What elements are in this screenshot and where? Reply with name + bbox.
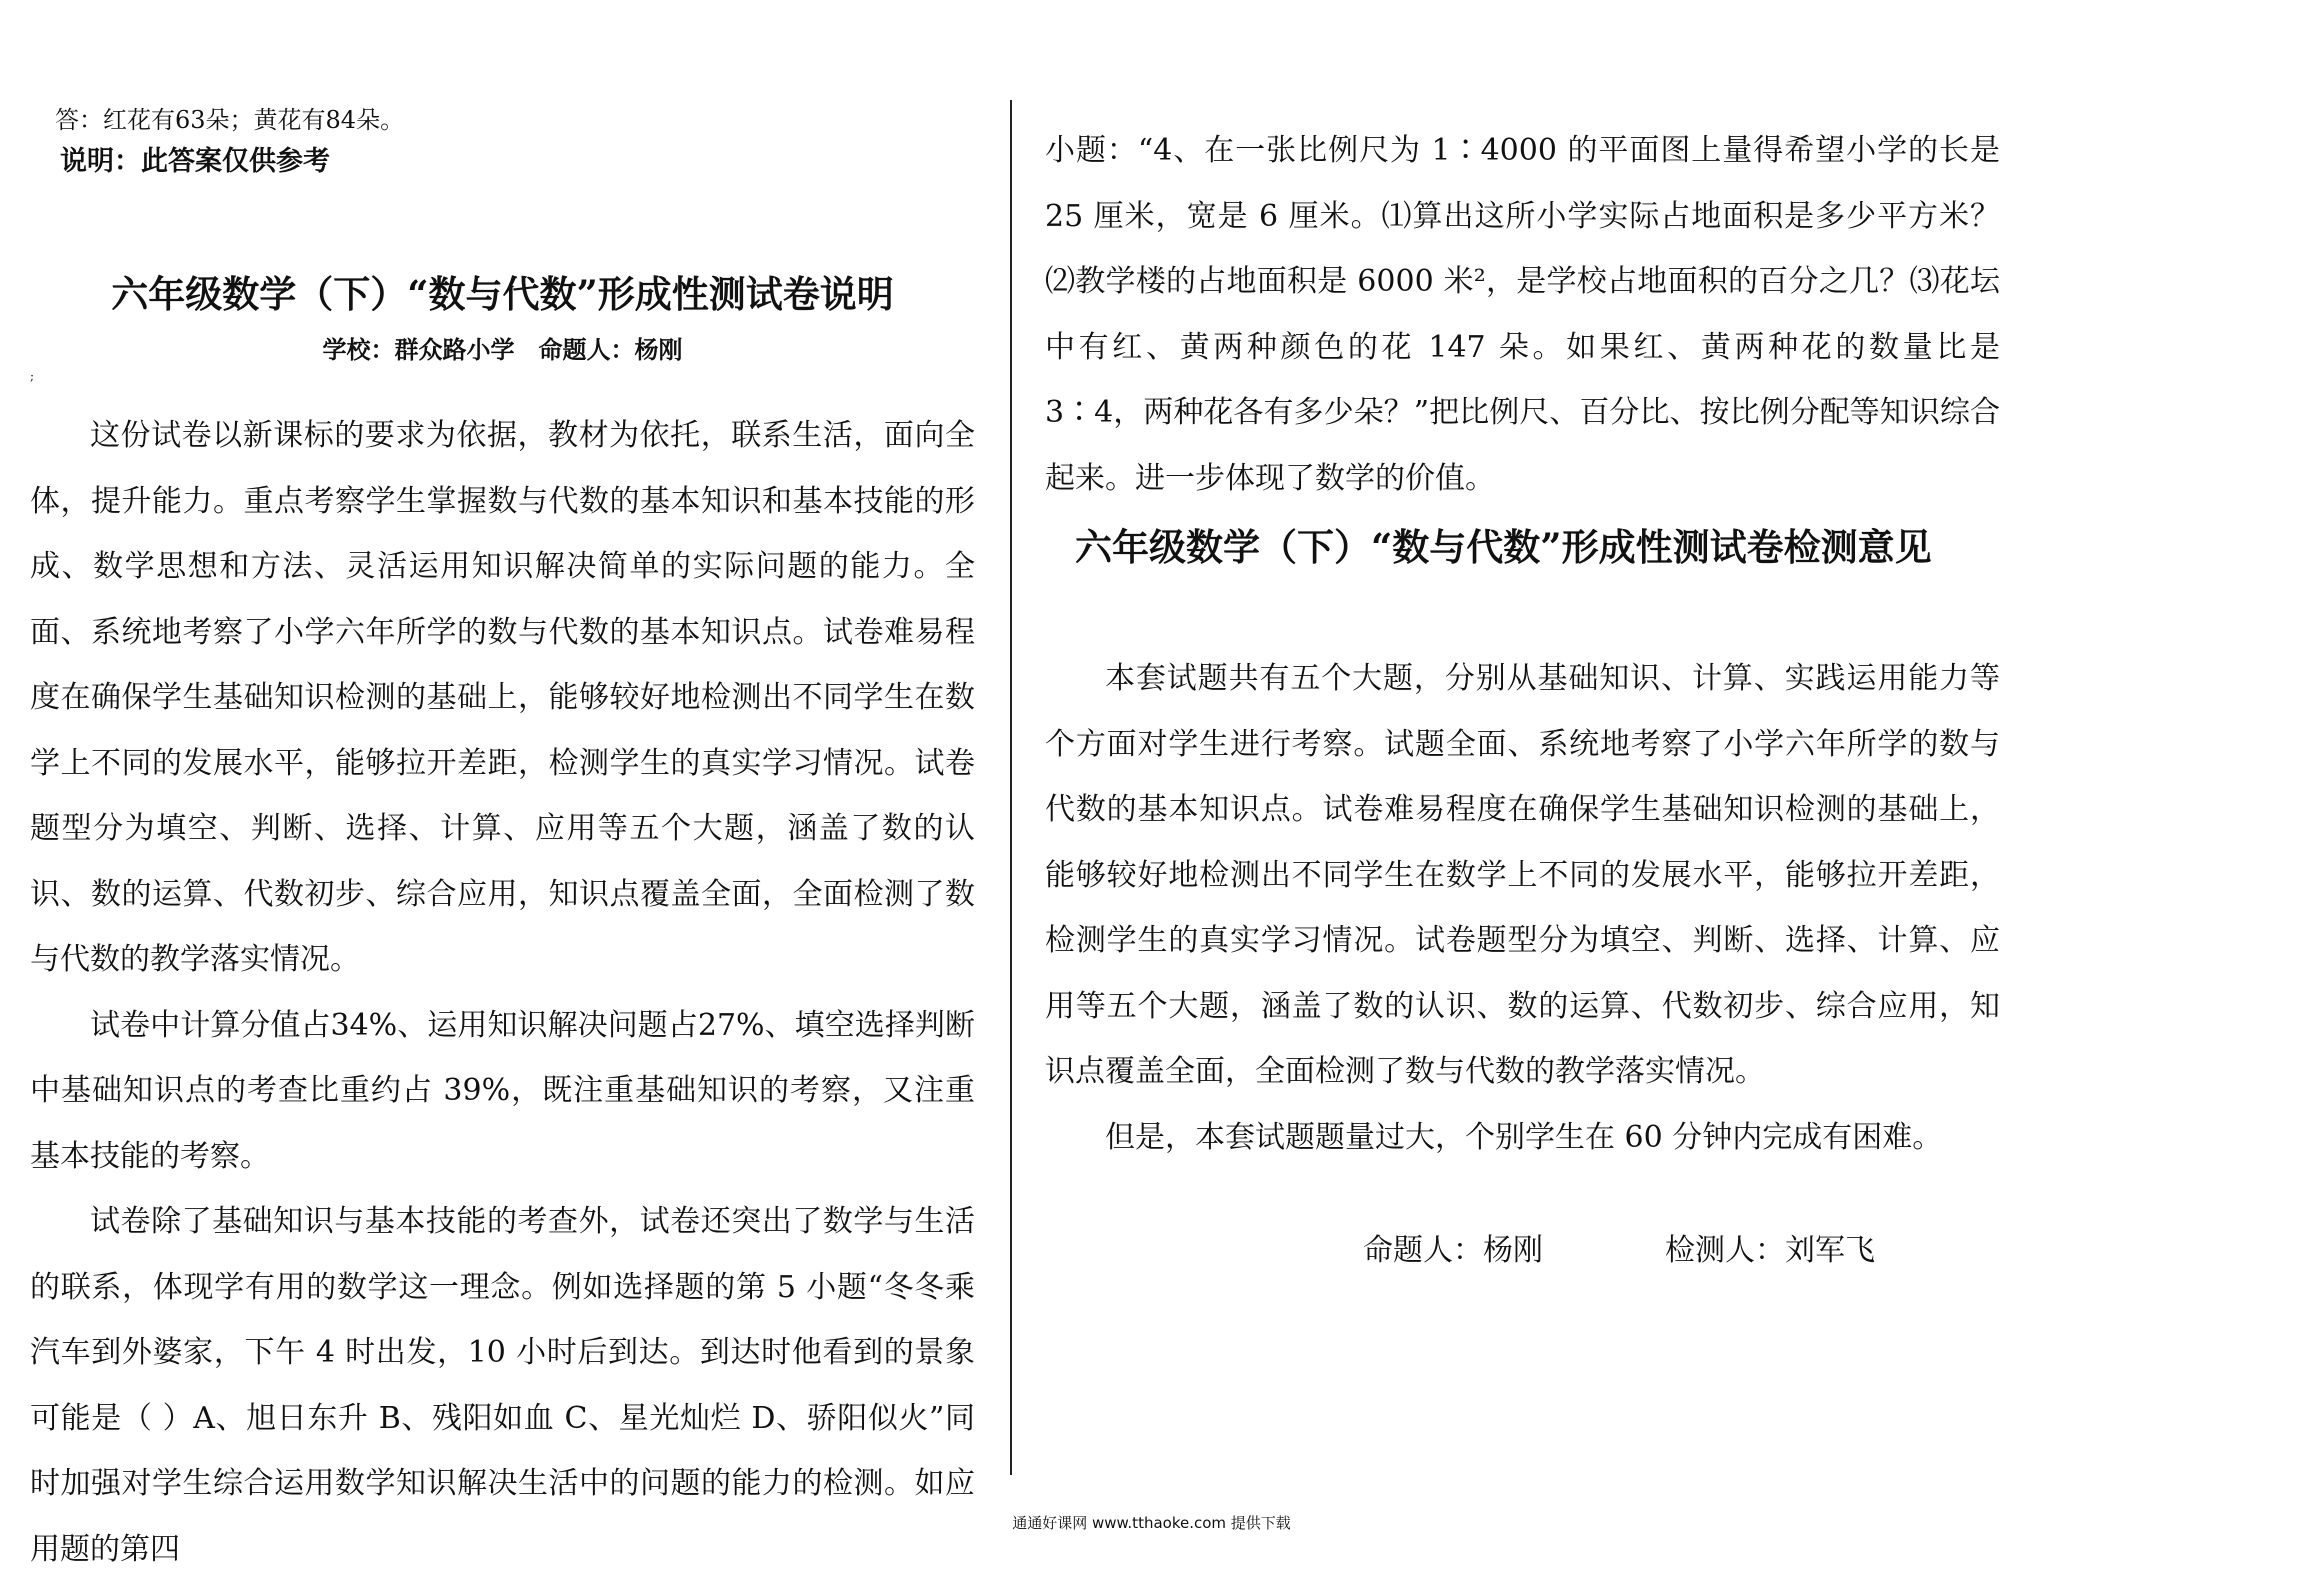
answer-line: 答：红花有63朵；黄花有84朵。	[55, 106, 405, 134]
inspection-opinion-title: 六年级数学（下）“数与代数”形成性测试卷检测意见	[1075, 525, 1932, 569]
description-paragraph-2: 试卷中计算分值占34%、运用知识解决问题占27%、填空选择判断中基础知识点的考查比重约占 39%，既注重基础知识的考察，又注重基本技能的考察。	[30, 1007, 975, 1174]
continuation-paragraph: 小题：“4、在一张比例尺为 1∶4000 的平面图上量得希望小学的长是 25 厘米，宽是 6 厘米。⑴算出这所小学实际占地面积是多少平方米？⑵教学楼的占地面积是 6000 米²，是学校占地面积的百分之几？⑶花坛中有红、黄两种颜色的花 147 朵。如果红、黄两种花的数量比是 3∶4，两种花各有多少朵？”把比例尺、百分比、按比例分配等知识综合起来。进一步体现了数学的价值。	[1045, 133, 2000, 496]
column-divider	[1010, 100, 1012, 1475]
inspector-signature: 检测人：刘军飞	[1665, 1233, 1875, 1268]
description-paragraph-1: 这份试卷以新课标的要求为依据，教材为依托，联系生活，面向全体，提升能力。重点考察学生掌握数与代数的基本知识和基本技能的形成、数学思想和方法、灵活运用知识解决简单的实际问题的能力。全面、系统地考察了小学六年所学的数与代数的基本知识点。试卷难易程度在确保学生基础知识检测的基础上，能够较好地检测出不同学生在数学上不同的发展水平，能够拉开差距，检测学生的真实学习情况。试卷题型分为填空、判断、选择、计算、应用等五个大题，涵盖了数的认识、数的运算、代数初步、综合应用，知识点覆盖全面，全面检测了数与代数的教学落实情况。	[30, 418, 975, 977]
left-column	[30, 100, 975, 1582]
footer-credit: 通通好课网 www.tthaoke.com 提供下载	[1012, 1514, 1291, 1532]
stray-mark: ;	[30, 369, 35, 383]
opinion-paragraph-2: 但是，本套试题题量过大，个别学生在 60 分钟内完成有困难。	[1105, 1119, 1943, 1155]
exam-description-title: 六年级数学（下）“数与代数”形成性测试卷说明	[111, 272, 894, 316]
author-signature: 命题人：杨刚	[1363, 1233, 1543, 1268]
right-column	[1045, 100, 2000, 1268]
description-paragraph-3: 试卷除了基础知识与基本技能的考查外，试卷还突出了数学与生活的联系，体现学有用的数学这一理念。例如选择题的第 5 小题“冬冬乘汽车到外婆家，下午 4 时出发，10 小时后到达。到达时他看到的景象可能是（ ）A、旭日东升 B、残阳如血 C、星光灿烂 D、骄阳似火”同时加强对学生综合运用数学知识解决生活中的问题的能力的检测。如应用题的第四	[30, 1204, 975, 1567]
answer-note: 说明：此答案仅供参考	[60, 146, 330, 177]
opinion-paragraph-1: 本套试题共有五个大题，分别从基础知识、计算、实践运用能力等个方面对学生进行考察。试题全面、系统地考察了小学六年所学的数与代数的基本知识点。试卷难易程度在确保学生基础知识检测的基础上，能够较好地检测出不同学生在数学上不同的发展水平，能够拉开差距，检测学生的真实学习情况。试卷题型分为填空、判断、选择、计算、应用等五个大题，涵盖了数的认识、数的运算、代数初步、综合应用，知识点覆盖全面，全面检测了数与代数的教学落实情况。	[1045, 661, 2000, 1089]
school-author-line: 学校：群众路小学 命题人：杨刚	[322, 335, 683, 364]
